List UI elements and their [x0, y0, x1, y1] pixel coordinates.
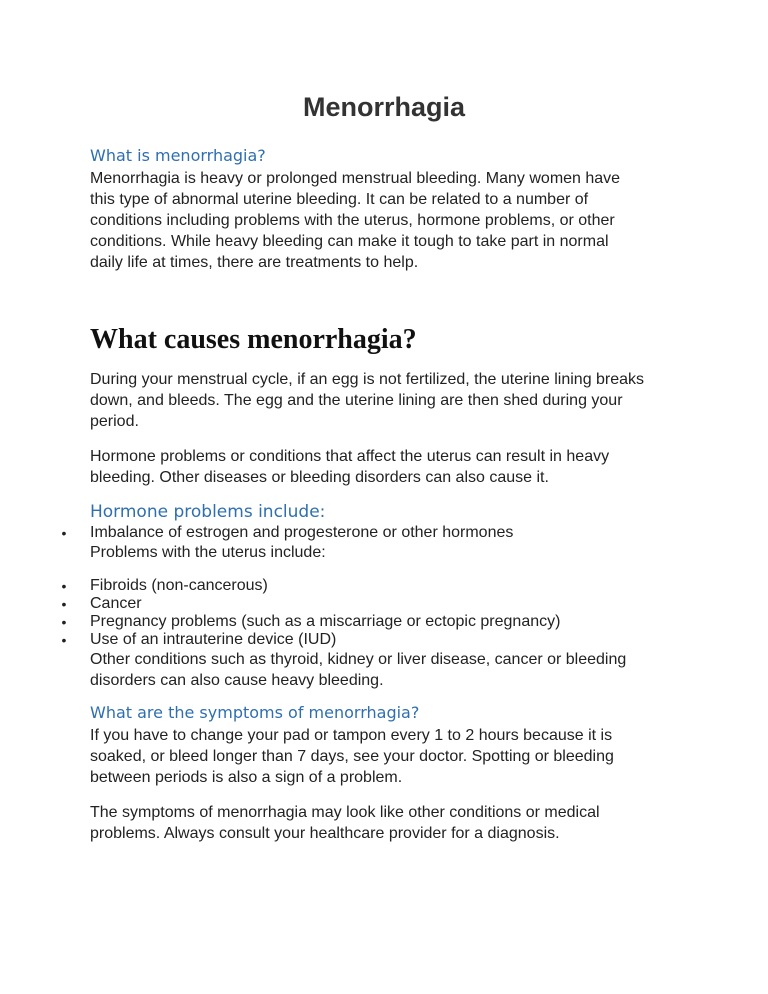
text-line: disorders can also cause heavy bleeding.: [90, 672, 384, 689]
bullet-icon: •: [61, 578, 67, 594]
what-is-paragraph: [90, 168, 690, 273]
text-line: soaked, or bleed longer than 7 days, see your doctor. Spotting or bleeding: [90, 748, 614, 765]
list-item-text: Imbalance of estrogen and progesterone or other hormones: [90, 524, 514, 541]
uterus-intro: Problems with the uterus include:: [90, 544, 326, 561]
text-line: If you have to change your pad or tampon every 1 to 2 hours because it is: [90, 727, 613, 744]
list-item: [61, 595, 690, 613]
symptoms-paragraph-1: [90, 725, 690, 788]
text-line: During your menstrual cycle, if an egg is not fertilized, the uterine lining breaks: [90, 371, 645, 388]
text-line: problems. Always consult your healthcare provider for a diagnosis.: [90, 825, 560, 842]
text-line: this type of abnormal uterine bleeding. It can be related to a number of: [90, 191, 589, 208]
text-line: period.: [90, 413, 139, 430]
document-body: [61, 146, 690, 844]
bullet-icon: •: [61, 614, 67, 630]
heading-symptoms: What are the symptoms of menorrhagia?: [90, 703, 420, 722]
bullet-icon: •: [61, 596, 67, 612]
list-item-text: Cancer: [90, 595, 142, 612]
bullet-icon: •: [61, 632, 67, 648]
causes-paragraph-1: [90, 369, 690, 432]
text-line: bleeding. Other diseases or bleeding disorders can also cause it.: [90, 469, 549, 486]
causes-paragraph-2: [90, 446, 690, 488]
list-item: [61, 577, 690, 595]
text-line: Menorrhagia is heavy or prolonged menstrual bleeding. Many women have: [90, 170, 621, 187]
text-line: down, and bleeds. The egg and the uterine lining are then shed during your: [90, 392, 623, 409]
text-line: conditions including problems with the uterus, hormone problems, or other: [90, 212, 615, 229]
bullet-icon: •: [61, 525, 67, 541]
list-item: [61, 613, 690, 631]
text-line: Other conditions such as thyroid, kidney or liver disease, cancer or bleeding: [90, 651, 627, 668]
list-item: [61, 524, 690, 563]
list-item: [61, 631, 690, 691]
page-title: Menorrhagia: [302, 92, 466, 122]
text-line: between periods is also a sign of a problem.: [90, 769, 403, 786]
heading-hormone-problems: Hormone problems include:: [90, 502, 326, 522]
heading-what-causes: What causes menorrhagia?: [90, 324, 417, 355]
list-item-text: Pregnancy problems (such as a miscarriage or ectopic pregnancy): [90, 613, 561, 630]
text-line: daily life at times, there are treatments to help.: [90, 254, 419, 271]
text-line: Hormone problems or conditions that affect the uterus can result in heavy: [90, 448, 610, 465]
list-item-text: Fibroids (non-cancerous): [90, 577, 268, 594]
text-line: conditions. While heavy bleeding can make it tough to take part in normal: [90, 233, 609, 250]
hormone-list: [61, 524, 690, 563]
uterus-list: [61, 577, 690, 691]
text-line: The symptoms of menorrhagia may look like other conditions or medical: [90, 804, 600, 821]
symptoms-paragraph-2: [90, 802, 690, 844]
list-item-text: Use of an intrauterine device (IUD): [90, 631, 337, 648]
heading-what-is: What is menorrhagia?: [90, 146, 266, 165]
